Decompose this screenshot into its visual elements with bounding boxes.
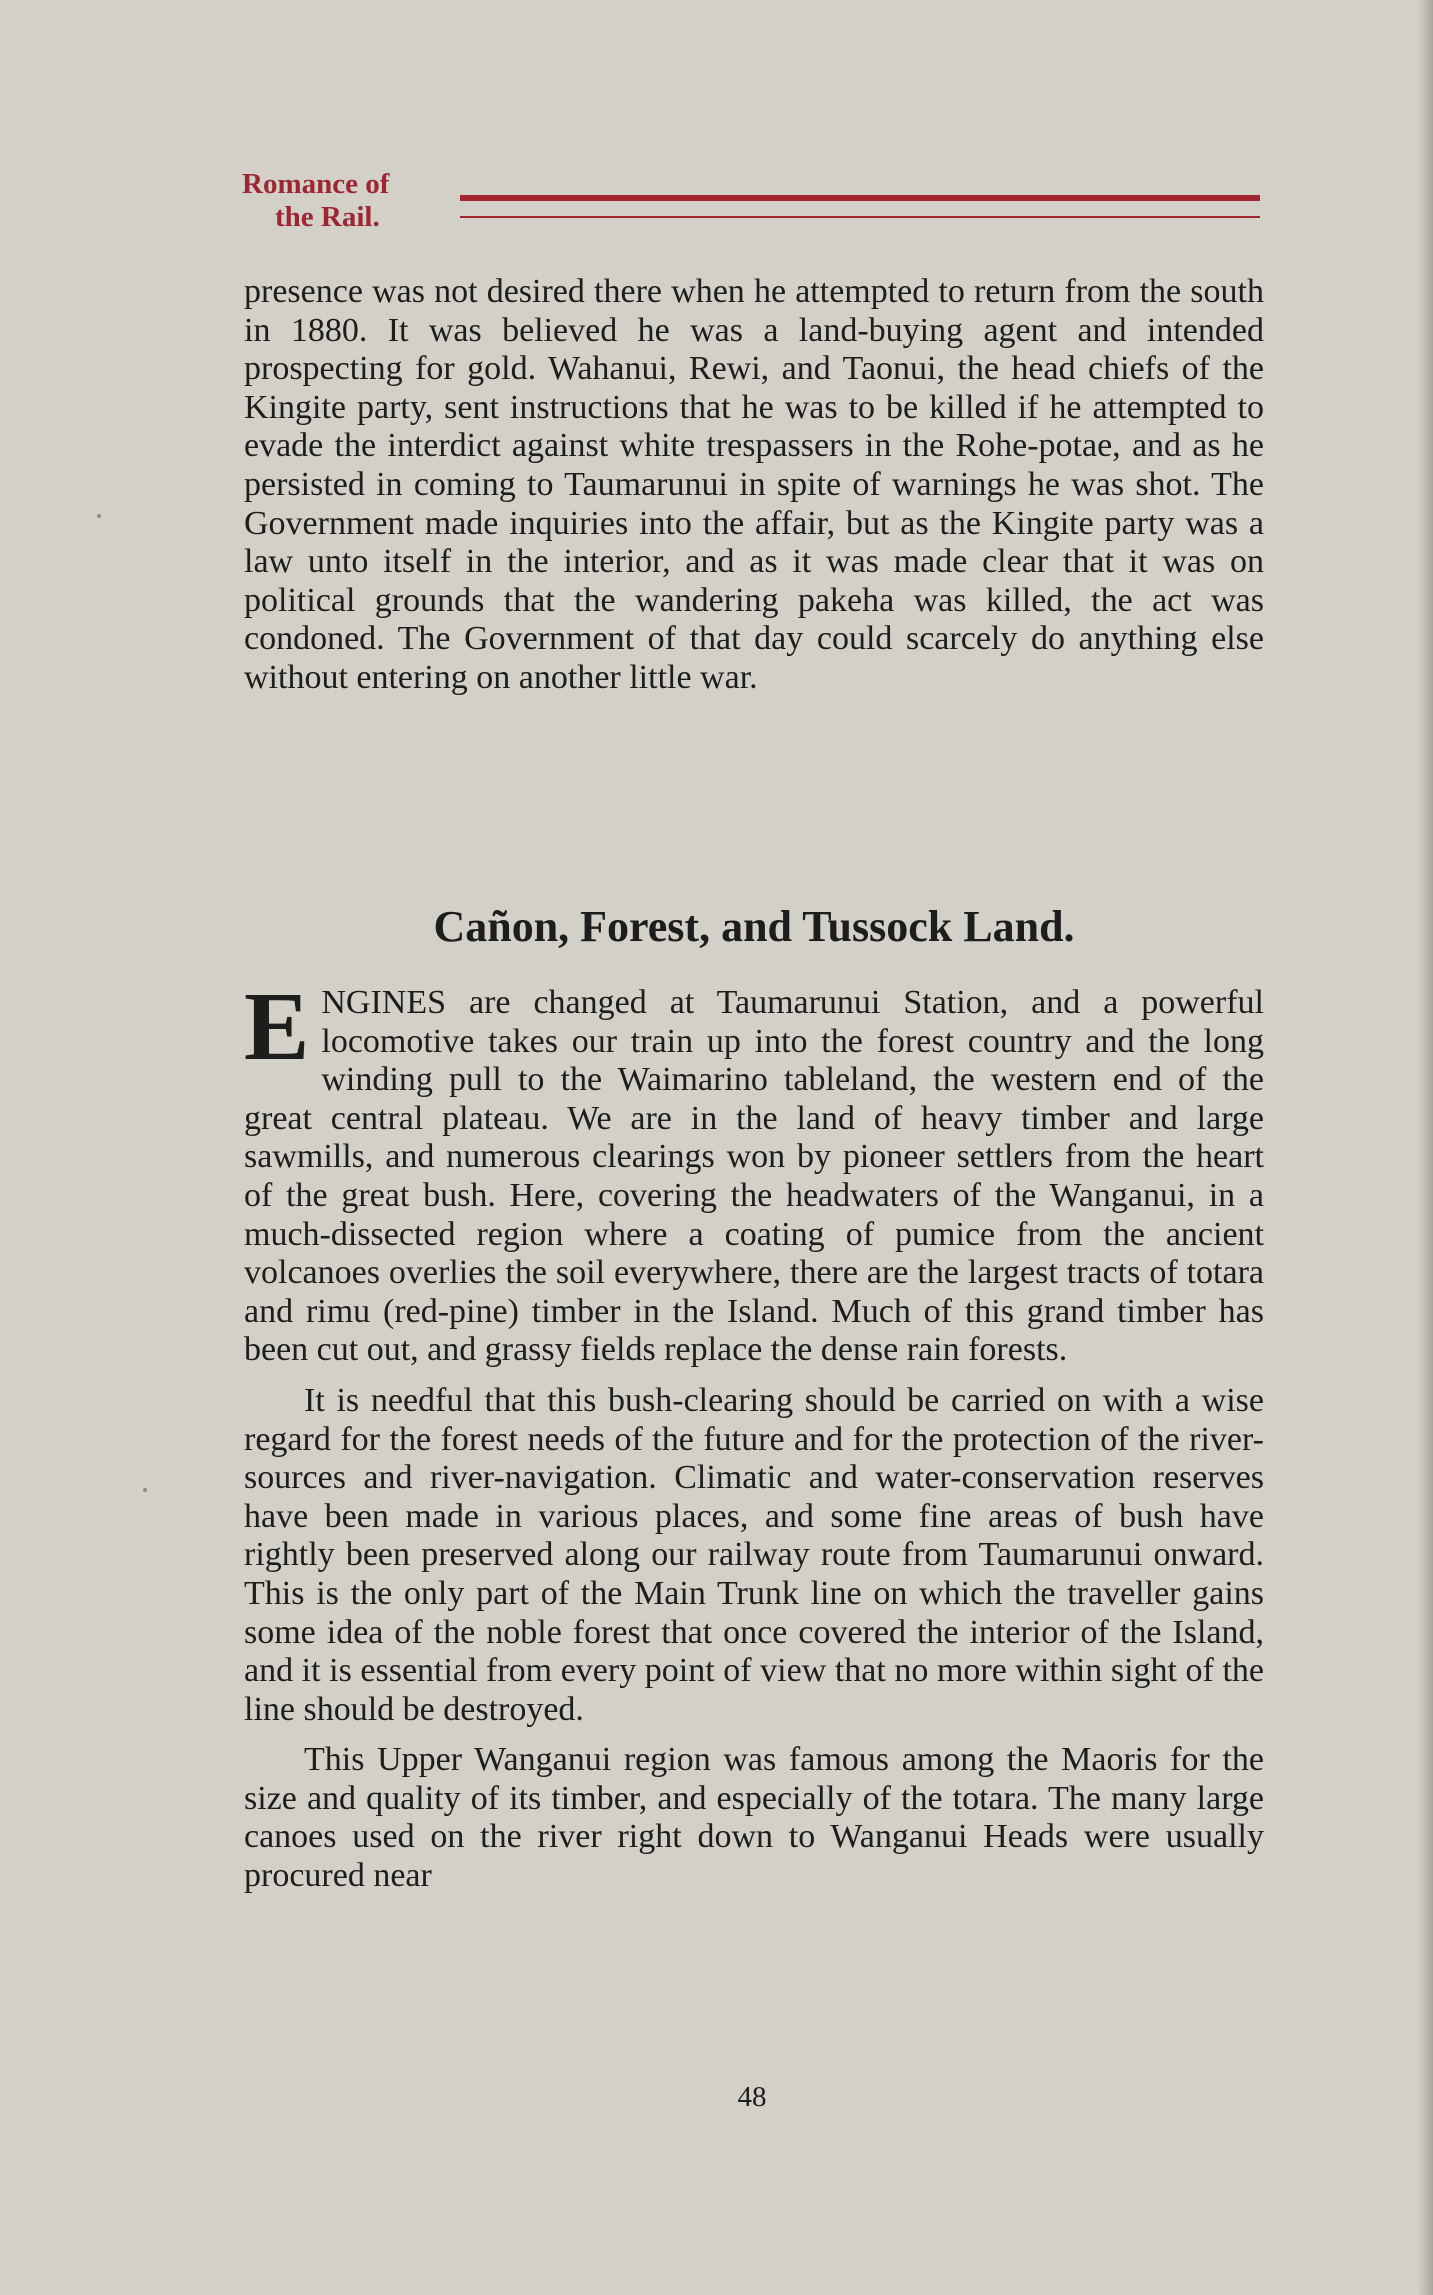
header-rule-thin bbox=[460, 216, 1260, 218]
running-head-line-2: the Rail. bbox=[275, 201, 380, 233]
section-paragraph-1 bbox=[244, 973, 1264, 1370]
paper-speck bbox=[97, 514, 101, 518]
section-paragraph-3: This Upper Wanganui region was famous among the Maoris for the size and quality of its timber, and especially of the totara. The many large canoes used on the river right down to Wanganui Heads were usually procured near bbox=[244, 1741, 1264, 1895]
running-head-title bbox=[242, 168, 442, 234]
header-rule-thick bbox=[460, 195, 1260, 201]
page-number: 48 bbox=[737, 2081, 767, 2113]
running-head-line-1: Romance of bbox=[242, 168, 390, 200]
section-paragraph-2: It is needful that this bush-clearing should be carried on with a wise regard for the forest needs of the future and for the protection of the river-sources and river-navigation. Climatic and water-conservation reserves have been made in various places, and some fine areas of bush have rightly been preserved along our railway route from Taumarunui onward. This is the only part of the Main Trunk line on which the traveller gains some idea of the noble forest that once covered the interior of the Island, and it is essential from every point of view that no more within sight of the line should be destroyed. bbox=[244, 1381, 1264, 1728]
continued-paragraph: presence was not desired there when he attempted to return from the south in 1880. It was believed he was a land-buying agent and intended prospecting for gold. Wahanui, Rewi, and Taonui, the head chiefs of the Kingite party, sent instructions that he was to be killed if he attempted to evade the interdict against white trespassers in the Rohe-potae, and as he persisted in coming to Taumarunui in spite of warnings he was shot. The Government made inquiries into the affair, but as the Kingite party was a law unto itself in the interior, and as it was made clear that it was on political grounds that the wandering pakeha was killed, the act was condoned. The Government of that day could scarcely do anything else without entering on another little war. bbox=[244, 273, 1264, 696]
section-paragraph-1-text: NGINES are changed at Taumarunui Station, and a powerful locomotive takes our train up into the forest country and the long winding pull to the Waimarino tableland, the western end of the great central plateau. We are in the land of heavy timber and large sawmills, and numerous clearings won by pioneer settlers from the heart of the great bush. Here, covering the headwaters of the Wanganui, in a much-dissected region where a coating of pumice from the ancient volcanoes overlies the soil everywhere, there are the largest tracts of totara and rimu (red-pine) timber in the Island. Much of this grand timber has been cut out, and grassy fields replace the dense rain forests. bbox=[244, 984, 1264, 1369]
section-body bbox=[244, 973, 1264, 1896]
running-head bbox=[242, 168, 1262, 238]
paper-speck bbox=[143, 1488, 147, 1492]
section-heading: Cañon, Forest, and Tussock Land. bbox=[433, 902, 1075, 951]
drop-cap: E bbox=[244, 973, 310, 1081]
page-edge-shadow bbox=[1417, 0, 1433, 2295]
